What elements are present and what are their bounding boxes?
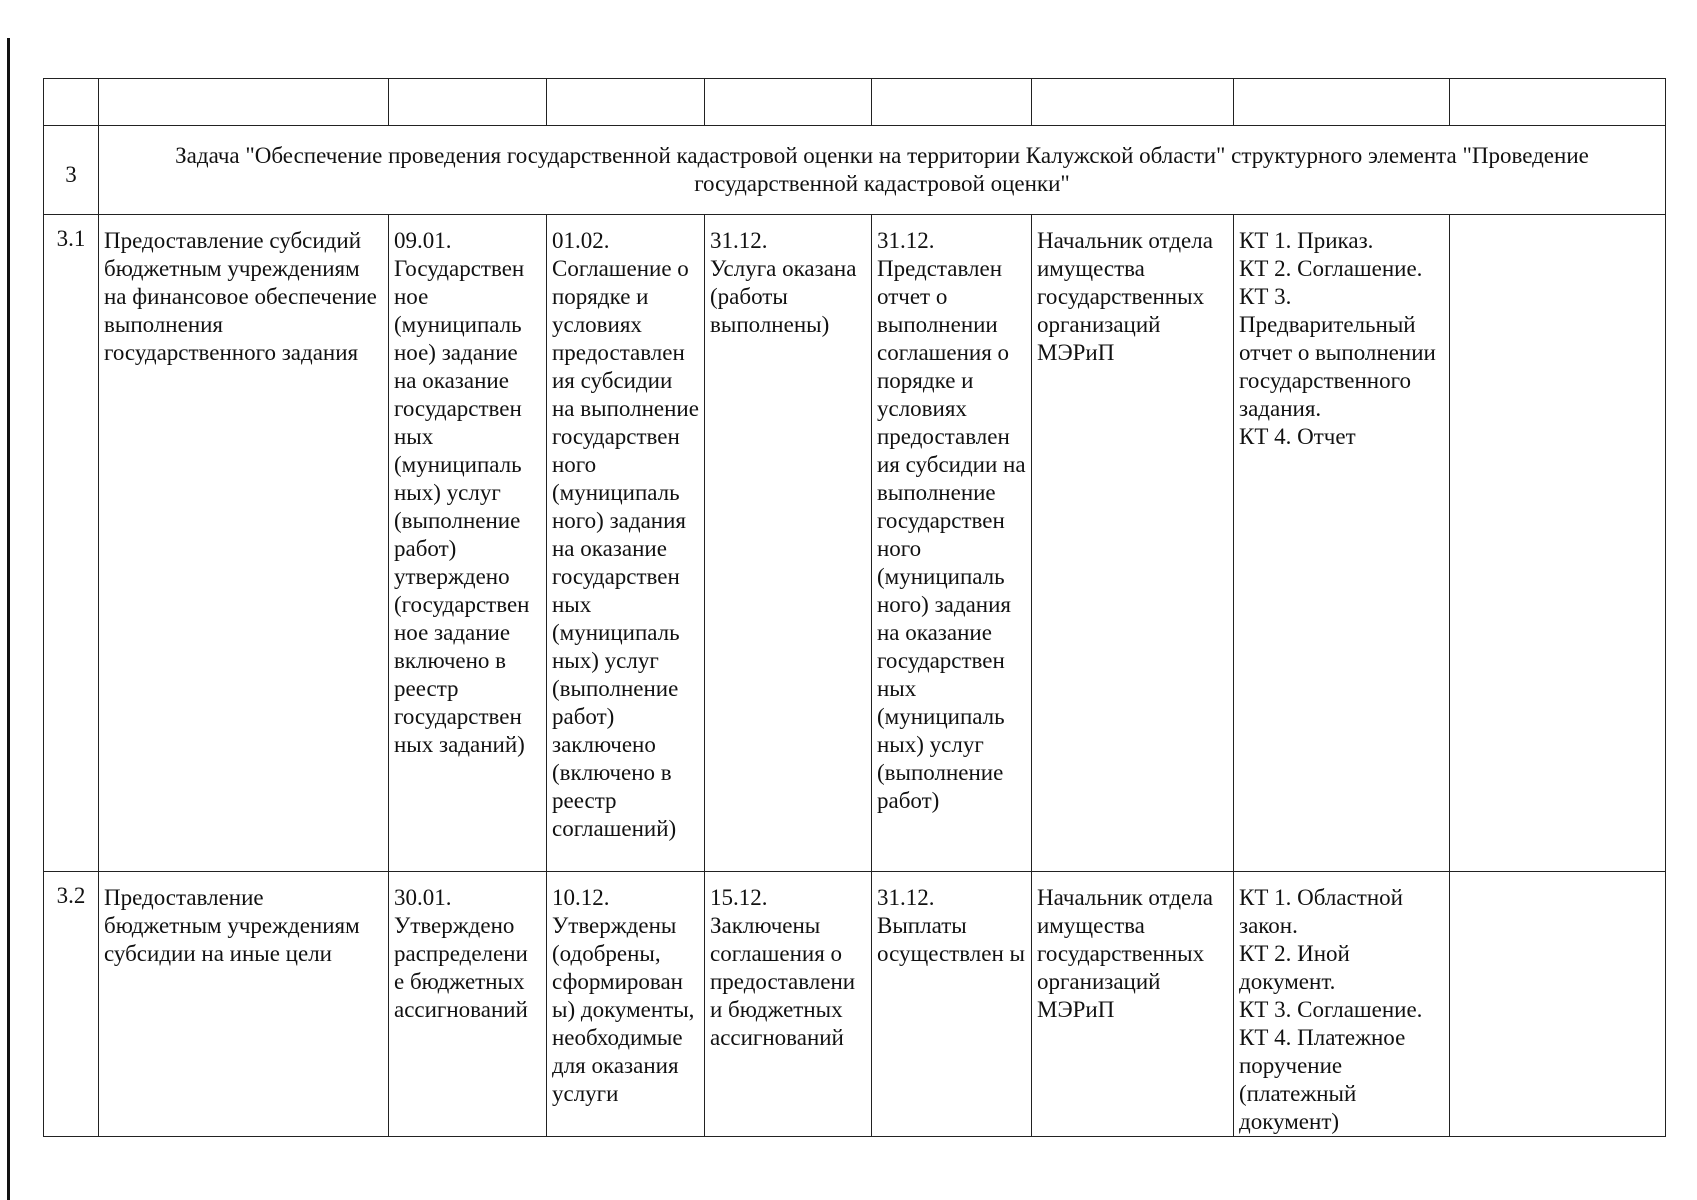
- table-row: [44, 872, 1666, 1137]
- page-edge-rule: [7, 38, 10, 1200]
- header-spacer-row: [44, 79, 1666, 126]
- blank-cell: [389, 79, 547, 126]
- supporting-documents: КТ 1. Областной закон. КТ 2. Иной документ. КТ 3. Соглашение. КТ 4. Платежное поручение (платежный документ): [1234, 872, 1450, 1137]
- blank-cell: [872, 79, 1032, 126]
- activity-name: Предоставление субсидий бюджетным учреждениям на финансовое обеспечение выполнения государственного задания: [99, 215, 389, 872]
- table-row: [44, 215, 1666, 872]
- blank-cell: [1450, 79, 1666, 126]
- task-number: 3: [44, 126, 99, 215]
- blank-cell: [1234, 79, 1450, 126]
- control-point-1: 30.01. Утверждено распределени е бюджетных ассигнований: [389, 872, 547, 1137]
- blank-cell: [1032, 79, 1234, 126]
- control-point-4: 31.12. Представлен отчет о выполнении соглашения о порядке и условиях предоставлен ия субсидии на выполнение государствен ного (муниципаль ного) задания на оказание государствен ных (муниципаль ных) услуг (выполнение работ): [872, 215, 1032, 872]
- activity-name: Предоставление бюджетным учреждениям субсидии на иные цели: [99, 872, 389, 1137]
- task-row: [44, 126, 1666, 215]
- blank-cell: [547, 79, 705, 126]
- blank-cell: [44, 79, 99, 126]
- control-point-3: 15.12. Заключены соглашения о предоставлени и бюджетных ассигнований: [705, 872, 872, 1137]
- row-number: 3.2: [44, 872, 99, 1137]
- supporting-documents: КТ 1. Приказ. КТ 2. Соглашение. КТ 3. Предварительный отчет о выполнении государственного задания. КТ 4. Отчет: [1234, 215, 1450, 872]
- control-point-4: 31.12. Выплаты осуществлен ы: [872, 872, 1032, 1137]
- task-title: Задача "Обеспечение проведения государственной кадастровой оценки на территории Калужской области" структурного элемента "Проведение государственной кадастровой оценки": [99, 126, 1666, 215]
- row-number: 3.1: [44, 215, 99, 872]
- responsible-person: Начальник отдела имущества государственных организаций МЭРиП: [1032, 215, 1234, 872]
- control-point-3: 31.12. Услуга оказана (работы выполнены): [705, 215, 872, 872]
- blank-cell: [705, 79, 872, 126]
- control-point-2: 01.02. Соглашение о порядке и условиях предоставлен ия субсидии на выполнение государствен ного (муниципаль ного) задания на оказание государствен ных (муниципаль ных) услуг (выполнение работ) заключено (включено в реестр соглашений): [547, 215, 705, 872]
- empty-column: [1450, 872, 1666, 1137]
- blank-cell: [99, 79, 389, 126]
- responsible-person: Начальник отдела имущества государственных организаций МЭРиП: [1032, 872, 1234, 1137]
- control-point-1: 09.01. Государствен ное (муниципаль ное) задание на оказание государствен ных (муниципаль ных) услуг (выполнение работ) утверждено (государствен ное задание включено в реестр государствен ных заданий): [389, 215, 547, 872]
- control-point-2: 10.12. Утверждены (одобрены, сформирован ы) документы, необходимые для оказания услуги: [547, 872, 705, 1137]
- empty-column: [1450, 215, 1666, 872]
- control-points-table: [43, 78, 1666, 1137]
